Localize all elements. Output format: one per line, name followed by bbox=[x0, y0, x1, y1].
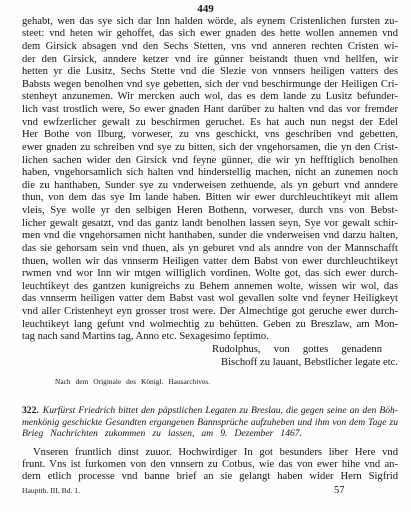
text-line: gehabt, wen das sye sich dar Inn halden wörde, als eynem Cristenlichen fursten zu- bbox=[22, 15, 398, 27]
continued-letter-text bbox=[22, 16, 398, 370]
text-line: haben, vngehorsamlich sich halten vnd hinderstellig machen, nicht an zunemen noch bbox=[22, 167, 398, 179]
text-line: licher gewalt gesatzt, vnd das gantz landt benolhen lassen seyn, Sye vor gewalt schir- bbox=[22, 217, 398, 229]
text-line: die zu hanthaben, Sunder sye zu vnderweisen zethuende, als yn geburt vnd anndere bbox=[22, 179, 398, 191]
text-line: lichen sachen wider den Girsick vnd feyne günner, die wir yn hefftiglich benolhen bbox=[22, 154, 398, 166]
text-line: vnd ewfzerlicher gewalt zu beschirmen geruchet. Es hat auch nun negst der Edel bbox=[22, 116, 398, 128]
document-heading-line: Brieg Nachrichten zukommen zu lassen, am 9. Dezember 1467. bbox=[22, 428, 302, 440]
text-line: Her Bothe von Ilburg, vorweser, zu vns geschickt, vns geschriben vnd gebetten, bbox=[22, 129, 398, 141]
document-heading bbox=[22, 405, 398, 440]
text-line: rwmen vnd wor Inn wir mtgen williglich vordinen. Wolte got, das sich ewer durch- bbox=[22, 268, 398, 280]
text-line: das sie gehorsam sein vnd thuen, als yn geburet vnd als anndre von der Mannschafft bbox=[22, 242, 398, 254]
letter-line: frunt. Vns ist furkomen von den vnnsern zu Cotbus, wie das von ewer hihe vnd an- bbox=[22, 459, 398, 470]
document-heading-line: menkönig geschickte Gesandten ergangenen Bannsprüche aufzuheben und ihm von dem Tage zu bbox=[22, 416, 398, 428]
text-line: Babsts wegen benolhen vnd sye gebetten, sich der vnd beschirmunge der Heiligen Cri- bbox=[22, 78, 398, 90]
text-line: hetten yr die Lusitz, Sechs Stette vnd die Slezie von vnnsers heiligen vatters des bbox=[22, 66, 398, 78]
source-note bbox=[55, 376, 210, 388]
document-number: 322. bbox=[22, 405, 39, 417]
text-line: das vnnserm heiligen vatter dem Babst vast wol gevallen solte vnd feyner Heiligkeyt bbox=[22, 293, 398, 305]
document-heading-line bbox=[22, 405, 398, 417]
text-line: lich vast trostlich were, So ewer gnaden Hant darüber zu halten vnd das vor fremder bbox=[22, 104, 398, 116]
text-line: thuen, wollen wir das vnnserm Heiligen vatter dem Babst von ewer durchleuchtikeyt bbox=[22, 255, 398, 267]
text-line: leuchtikeyt des gantzen kunigreichs zu Behem annemen wolte, wissen wir wol, das bbox=[22, 280, 398, 292]
text-line: steet: vnd heten wir gehoffet, das sich ewer gnaden des hette wollen annemen vnd bbox=[22, 28, 398, 40]
page-number: 449 bbox=[197, 3, 214, 15]
signature-line: Rudolphus, von gottes genadenn bbox=[212, 343, 382, 355]
text-line: stenheyt anzunemen. Wir mercken auch wol, das es dem lande zu Lusitz befunder- bbox=[22, 91, 398, 103]
letter-line: Vnseren fruntlich dinst zuuor. Hochwirdiger In got besunders liber Here vnd bbox=[33, 447, 398, 458]
text-line: vnd aller Cristenheyt eyn grosser trost were. Der Almechtige got geruche ewer durch- bbox=[22, 306, 398, 318]
text-line: vleis, Sye wolle yr den selbigen Heren Bothenn, vorweser, durch vns von Bebst- bbox=[22, 205, 398, 217]
document-heading-text: Kurfürst Friedrich bittet den päpstlichen Legaten zu Breslau, die gegen seine an den Böh- bbox=[42, 405, 398, 417]
text-line: leuchtikeyt lang gefunt vnd wolmechtig zu behütten. Geben zu Breszlaw, am Mon- bbox=[22, 318, 398, 330]
text-line: der den Girsick, anndere ketzer vnd ire günner beistandt thuen vnd hellfen, wir bbox=[22, 53, 398, 65]
text-line: dem Girsick absagen vnd den Sechs Stetten, vns vnd anneren rechten Cristen wi- bbox=[22, 40, 398, 52]
text-line: thun, von dem das sye Im lande haben. Bitten wir ewer durchleuchtikeyt mit allem bbox=[22, 192, 398, 204]
letter-text bbox=[22, 447, 398, 483]
signature-mark: Hauptth. III, Bd. 1. bbox=[22, 486, 80, 495]
sheet-number: 57 bbox=[334, 485, 345, 496]
text-line: ewer gnaden zu schreiben vnd sye zu bitten, sich der vngehorsamen, die yn den Crist- bbox=[22, 141, 398, 153]
text-line: men vnd die vngehorsamen nicht hanthaben, sunder die vnderweisen vnd darzu halten, bbox=[22, 230, 398, 242]
text-line-date: tag nach sand Martins tag, Anno etc. Sexagesimo feptimo. bbox=[22, 331, 269, 343]
letter-line: dern etlich processe vnd banne brief an sie gelangt haben wider Hern Sigfrid bbox=[22, 471, 398, 482]
signature-line: Bischoff zu lauant, Bebstlicher legate etc. bbox=[221, 356, 398, 368]
source-note-text: Nach dem Originale des Königl. Hausarchives. bbox=[55, 377, 210, 386]
